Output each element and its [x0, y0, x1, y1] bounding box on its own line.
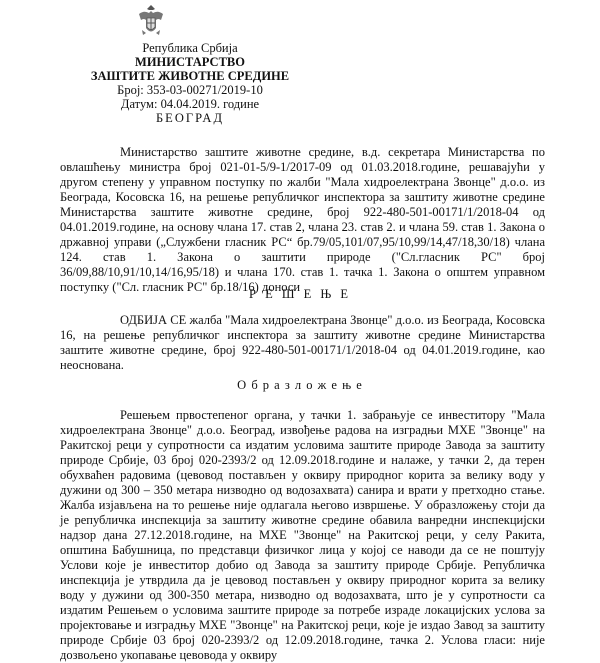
reasoning-paragraph: Решењем првостепеног органа, у тачки 1. забрањује се инвеститору "Мала хидроелектрана Звонце" д.о.о. Београд, извођење радова на изградњи МХЕ "Звонце" на Ракитској реци у супротности са издатим условима заштите природе Завода за заштиту природе Србије, 03 број 020-2393/2 од 12.09.2018.године и налаже, у тачки 2, да терен обухваћен радовима (цевовод постављен у оквиру природног корита за велику воду у дужини од 300 – 350 метара низводно од водозахвата) санира и врати у претходно стање. Жалба изјављена на то решење није одлагала његово извршење. У образложењу стоји да је републичка инспекција за заштиту животне средине обавила ванредни инспекцијски надзор дана 27.12.2018.године, на МХЕ "Звонце" на Ракитској реци, у селу Ракита, општина Бабушница, по представци физичког лица у којој се наводи да се не поштују Услови које је инвеститор добио од Завода за заштиту природе Србије. Републичка инспекција је утврдила да је цевовод постављен у оквиру природног корита за велику воду у дужини од 300-350 метара, низводно од водозахвата, што је у супротности са издатим Решењем о условима заштите природе за потребе израде локацијских услова за пројектовање и изградњу МХЕ "Звонце" на Ракитској реци, које је издао Завод за заштиту природе Србије 03 број 020-2393/2 од 12.09.2018.године, тачка 2. Услова гласи: није дозвољено укопавање цевовода у оквиру [60, 408, 545, 662]
header-ministry-name: ЗАШТИТЕ ЖИВОТНЕ СРЕДИНЕ [90, 69, 290, 83]
intro-paragraph: Министарство заштите животне средине, в.д. секретара Министарства по овлашћењу министра број 021-01-5/9-1/2017-09 од 01.03.2018.године, решавајући у другом степену у управном поступку по жалби "Мала хидроелектрана Звонце" д.о.о. из Београда, Косовска 16, на решење републичког инспектора за заштиту животне средине Министарства заштите животне средине, број 922-480-501-00171/1/2018-04 од 04.01.2019.године, на основу члана 17. став 2, члана 23. став 2. и члана 59. став 1. Закона о државној управи („Службени гласник РС“ бр.79/05,101/07,95/10,99/14,47/18,30/18) члана 124. став 1. Закона о заштити природе ("Сл.гласник РС" број 36/09,88/10,91/10,14/16,95/18) и члана 170. став 1. тачка 1. Закона о општем управном поступку ("Сл. гласник РС" бр.18/16) доноси [60, 145, 545, 294]
header-date: Датум: 04.04.2019. године [120, 97, 260, 111]
header-city: БЕОГРАД [156, 111, 224, 125]
decision-paragraph: ОДБИЈА СЕ жалба "Мала хидроелектрана Звонце" д.о.о. из Београда, Косовска 16, на решење републичког инспектора за заштиту животне средине Министарства заштите животне средине, број 922-480-501-00171/1/2018-04 од 04.01.2019.године, као неоснована. [60, 313, 545, 372]
header-number: Број: 353-03-00271/2019-10 [117, 83, 263, 97]
header-ministry: МИНИСТАРСТВО [135, 55, 245, 69]
coat-of-arms-icon [134, 4, 168, 38]
decision-title: Р Е Ш Е Њ Е [249, 287, 351, 301]
header-country: Република Србија [142, 41, 238, 55]
reasoning-title: О б р а з л о ж е њ е [237, 378, 363, 392]
